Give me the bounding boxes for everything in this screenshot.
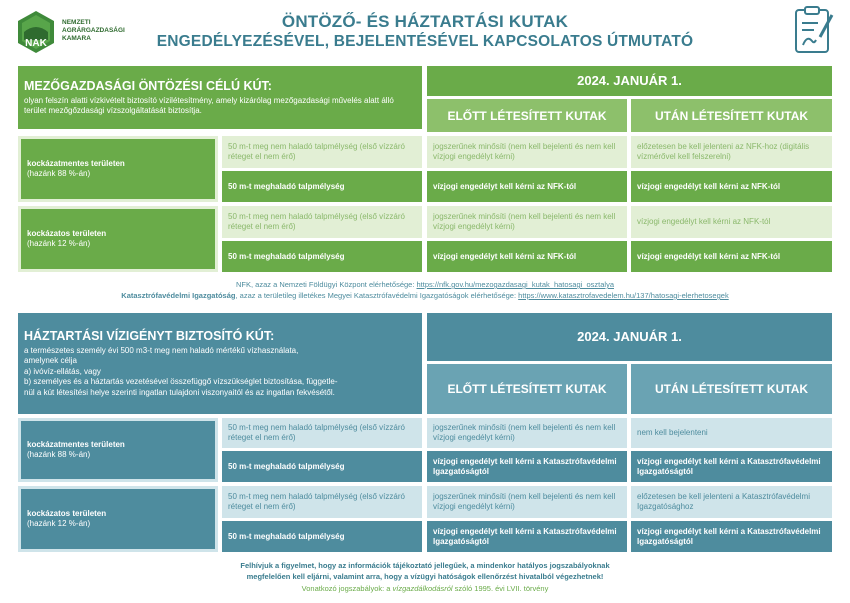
table-cell-before: vízjogi engedélyt kell kérni a Katasztrófavédelmi Igazgatóságtól [427, 451, 627, 482]
table-cell-depth: 50 m-t meg nem haladó talpmélység (első vízzáró réteget el nem érő) [222, 418, 422, 448]
section2-col-after: UTÁN LÉTESÍTETT KUTAK [631, 364, 832, 414]
footer-law: Vonatkozó jogszabályok: a vízgazdálkodásról szóló 1995. évi LVII. törvény [301, 584, 549, 593]
nfk-contact: NFK, azaz a Nemzeti Földügyi Központ elérhetősége: https://nfk.gov.hu/mezogazdasagi_kutak_hatosagi_osztalya [235, 280, 614, 289]
table-cell-depth: 50 m-t meghaladó talpmélység [222, 241, 422, 272]
section1-header [18, 66, 422, 129]
logo-mark: NAK [25, 38, 47, 49]
group-label: kockázatos területen [27, 509, 107, 518]
section2-date-header: 2024. JANUÁR 1. [427, 313, 832, 361]
table-cell-depth: 50 m-t meg nem haladó talpmélység (első vízzáró réteget el nem érő) [222, 486, 422, 518]
section1-desc: olyan felszín alatti vízkivételt biztosító vízilétesítmény, amely kizárólag mezőgazdasági művelés alatt álló terület mezőgőzdasági vízszolgáltatását biztosítja. [24, 95, 394, 115]
group-sub: (hazánk 12 %-án) [27, 239, 91, 248]
logo-text: NEMZETI AGRÁRGAZDASÁGI KAMARA [62, 19, 125, 42]
table-cell-before: jogszerűnek minősíti (nem kell bejelenti és nem kell vízjogi engedélyt kérni) [427, 418, 627, 448]
nak-logo [12, 10, 152, 54]
footer-notice-2: megfelelően kell eljárni, valamint arra, hogy a vízügyi hatóságok ellenőrzést hivatalból végezhetnek! [246, 572, 604, 581]
section2-col-before: ELŐTT LÉTESÍTETT KUTAK [427, 364, 627, 414]
section1-date-header: 2024. JANUÁR 1. [427, 66, 832, 96]
table-cell-before: jogszerűnek minősíti (nem kell bejelenti és nem kell vízjogi engedélyt kérni) [427, 486, 627, 518]
table-cell-depth: 50 m-t meghaladó talpmélység [222, 171, 422, 202]
nfk-link[interactable]: https://nfk.gov.hu/mezogazdasagi_kutak_hatosagi_osztalya [416, 280, 614, 289]
footer-notice-1: Felhívjuk a figyelmet, hogy az információk tájékoztató jellegűek, a mindenkor hatályos jogszabályoknak [240, 561, 610, 570]
table-cell-after: nem kell bejelenteni [631, 418, 832, 448]
table-cell-after: vízjogi engedélyt kell kérni a Katasztrófavédelmi Igazgatóságtól [631, 521, 832, 552]
table-cell-after: vízjogi engedélyt kell kérni az NFK-tól [631, 241, 832, 272]
table-cell-before: vízjogi engedélyt kell kérni az NFK-tól [427, 241, 627, 272]
section1-col-after: UTÁN LÉTESÍTETT KUTAK [631, 99, 832, 132]
section2-title: HÁZTARTÁSI VÍZIGÉNYT BIZTOSÍTÓ KÚT: [24, 328, 275, 343]
group-label: kockázatos területen [27, 229, 107, 238]
section2-group2 [18, 486, 218, 552]
group-sub: (hazánk 88 %-án) [27, 450, 91, 459]
table-cell-after: vízjogi engedélyt kell kérni az NFK-tól [631, 206, 832, 238]
table-cell-depth: 50 m-t meg nem haladó talpmélység (első vízzáró réteget el nem érő) [222, 206, 422, 238]
group-label: kockázatmentes területen [27, 159, 125, 168]
table-cell-before: jogszerűnek minősíti (nem kell bejelenti és nem kell vízjogi engedélyt kérni) [427, 136, 627, 168]
table-cell-depth: 50 m-t meghaladó talpmélység [222, 521, 422, 552]
clipboard-icon [790, 5, 836, 55]
section1-group1 [18, 136, 218, 202]
table-cell-after: előzetesen be kell jelenteni a Katasztrófavédelmi Igazgatósághoz [631, 486, 832, 518]
section1-group2 [18, 206, 218, 272]
kat-contact: Katasztrófavédelmi Igazgatóság, azaz a területileg illetékes Megyei Katasztrófavédelmi Igazgatóságok elérhetősége: https://www.katasztrofavedelem.hu/137/hatosagi-elerhetosegek [121, 291, 729, 300]
section1-col-before: ELŐTT LÉTESÍTETT KUTAK [427, 99, 627, 132]
section1-title: MEZŐGAZDASÁGI ÖNTÖZÉSI CÉLÚ KÚT: [24, 78, 272, 93]
group-sub: (hazánk 88 %-án) [27, 169, 91, 178]
table-cell-after: vízjogi engedélyt kell kérni az NFK-tól [631, 171, 832, 202]
page-title [150, 12, 700, 52]
kat-link[interactable]: https://www.katasztrofavedelem.hu/137/hatosagi-elerhetosegek [518, 291, 729, 300]
section2-group1 [18, 418, 218, 482]
table-cell-depth: 50 m-t meg nem haladó talpmélység (első vízzáró réteget el nem érő) [222, 136, 422, 168]
group-sub: (hazánk 12 %-án) [27, 519, 91, 528]
section2-header: HÁZTARTÁSI VÍZIGÉNYT BIZTOSÍTÓ KÚT: a természetes személy évi 500 m3-t meg nem haladó mértékű vízhasználata, amelynek célja a) ivóvíz-ellátás, vagy b) személyes és a háztartás vezetésével összefüggő vízszükséglet biztosítása, függetle- nül a kút létesítési helye szerinti ingatlan tulajdoni viszonyaitól és az ingatlan fekvésétől. [18, 313, 422, 414]
title-line-2: ENGEDÉLYEZÉSÉVEL, BEJELENTÉSÉVEL KAPCSOLATOS ÚTMUTATÓ [156, 33, 694, 50]
table-cell-after: előzetesen be kell jelenteni az NFK-hoz (digitális vízmérővel kell felszerelni) [631, 136, 832, 168]
table-cell-after: vízjogi engedélyt kell kérni a Katasztrófavédelmi Igazgatóságtól [631, 451, 832, 482]
table-cell-before: vízjogi engedélyt kell kérni a Katasztrófavédelmi Igazgatóságtól [427, 521, 627, 552]
table-cell-depth: 50 m-t meghaladó talpmélység [222, 451, 422, 482]
table-cell-before: vízjogi engedélyt kell kérni az NFK-tól [427, 171, 627, 202]
group-label: kockázatmentes területen [27, 440, 125, 449]
title-line-1: ÖNTÖZŐ- ÉS HÁZTARTÁSI KUTAK [281, 12, 569, 31]
table-cell-before: jogszerűnek minősíti (nem kell bejelenti és nem kell vízjogi engedélyt kérni) [427, 206, 627, 238]
nak-logo-icon [16, 10, 56, 54]
